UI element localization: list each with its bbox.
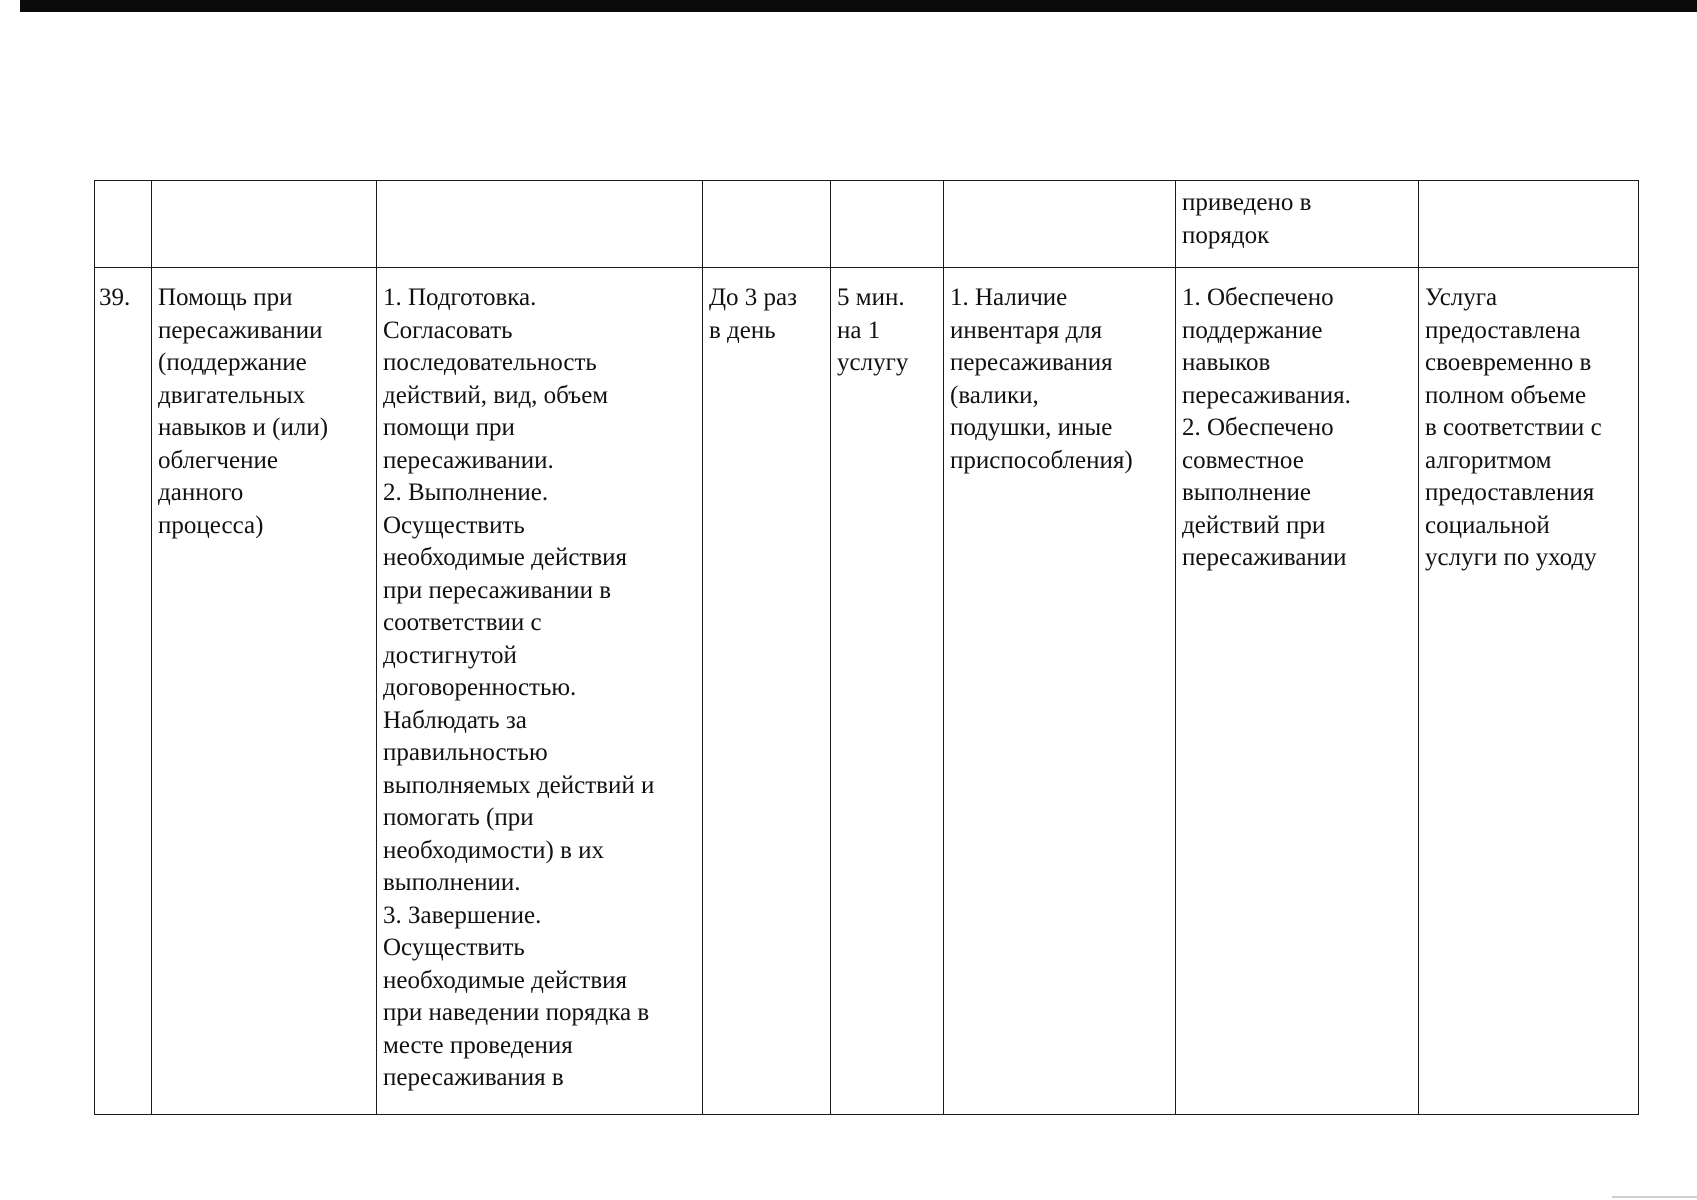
service-results-cell: 1. Обеспечено поддержание навыков пересаживания. 2. Обеспечено совместное выполнение действий при пересаживании <box>1176 268 1419 1115</box>
cell-description <box>377 181 703 268</box>
service-frequency-cell: До 3 раз в день <box>703 268 831 1115</box>
row-number: 39. <box>95 268 152 1115</box>
cell-quality <box>1419 181 1639 268</box>
service-name-cell: Помощь при пересаживании (поддержание двигательных навыков и (или) облегчение данного процесса) <box>152 268 377 1115</box>
cell-number <box>95 181 152 268</box>
service-duration-cell: 5 мин. на 1 услугу <box>831 268 944 1115</box>
services-table <box>94 180 1639 1115</box>
service-conditions-cell: 1. Наличие инвентаря для пересаживания (валики, подушки, иные приспособления) <box>944 268 1176 1115</box>
cell-results: приведено в порядок <box>1176 181 1419 268</box>
cell-service-name <box>152 181 377 268</box>
scan-edge-bar <box>20 0 1697 12</box>
scan-edge-line <box>1612 1196 1697 1198</box>
service-description-cell: 1. Подготовка. Согласовать последовательность действий, вид, объем помощи при пересаживании. 2. Выполнение. Осуществить необходимые действия при пересаживании в соответствии с достигнутой договоренностью. Наблюдать за правильностью выполняемых действий и помогать (при необходимости) в их выполнении. 3. Завершение. Осуществить необходимые действия при наведении порядка в месте проведения пересаживания в <box>377 268 703 1115</box>
table-row-continuation <box>95 181 1639 268</box>
table-row <box>95 268 1639 1115</box>
cell-duration <box>831 181 944 268</box>
cell-frequency <box>703 181 831 268</box>
cell-conditions <box>944 181 1176 268</box>
service-quality-cell: Услуга предоставлена своевременно в полном объеме в соответствии с алгоритмом предоставления социальной услуги по уходу <box>1419 268 1639 1115</box>
